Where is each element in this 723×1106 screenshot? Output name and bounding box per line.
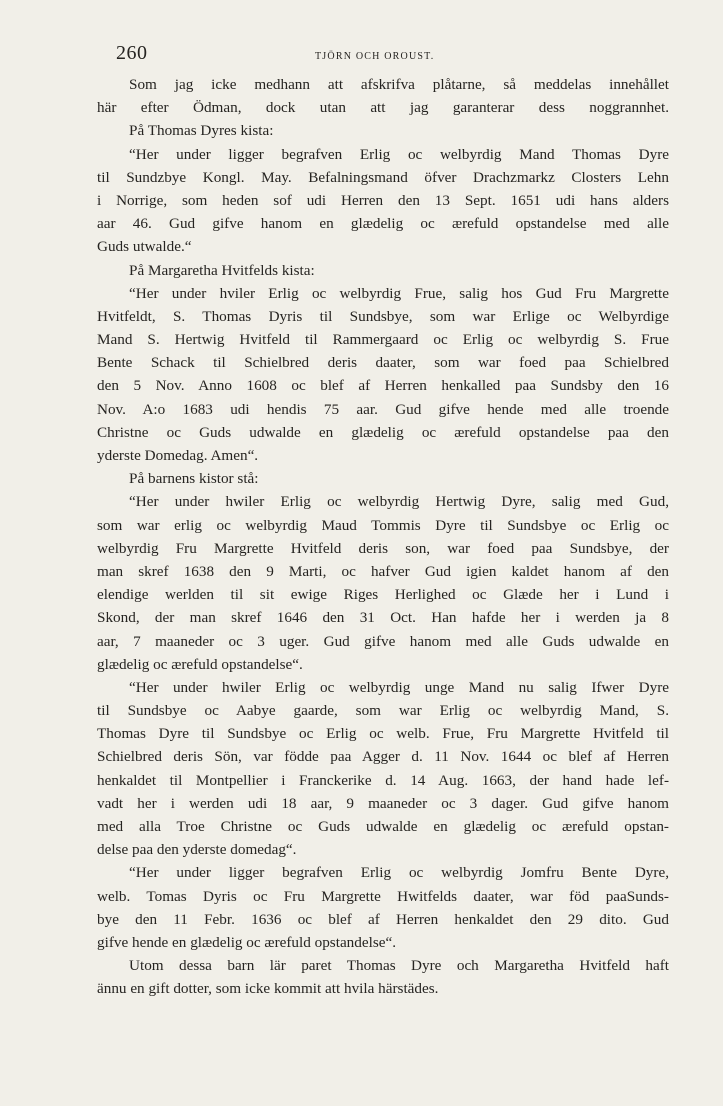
text-line: På barnens kistor stå: (129, 470, 259, 488)
body-text (97, 73, 669, 1001)
text-line: henkaldet til Montpellier i Franckerike d. 14 Aug. 1663, der hand hade lef- (97, 771, 669, 789)
text-line: vadt her i werden udi 18 aar, 9 maaneder oc 3 dager. Gud gifve hanom (97, 794, 669, 812)
page-header (116, 42, 668, 68)
page-number: 260 (116, 42, 148, 64)
text-line: Christne oc Guds udwalde en glædelig oc ærefuld opstandelse paa den (97, 423, 669, 441)
text-line: yderste Domedag. Amen“. (97, 447, 259, 464)
text-line: i Norrige, som heden sof udi Herren den 13 Sept. 1651 udi hans alders (97, 191, 669, 209)
text-line: man skref 1638 den 9 Marti, oc hafver Gud igien kaldet hanom af den (97, 562, 669, 580)
text-line: gifve hende en glædelig oc ærefuld opstandelse“. (97, 933, 397, 951)
text-line: delse paa den yderste domedag“. (97, 841, 297, 859)
text-line: “Her under ligger begrafven Erlig oc welbyrdig Jomfru Bente Dyre, (129, 864, 669, 882)
running-head: TJÖRN OCH OROUST. (315, 51, 435, 62)
text-line: “Her under hwiler Erlig oc welbyrdig unge Mand nu salig Ifwer Dyre (129, 678, 669, 696)
text-line: welbyrdig Fru Margrette Hvitfeld deris son, war foed paa Sundsbye, der (97, 539, 669, 557)
text-line: til Sundsbye oc Aabye gaarde, som war Erlig oc welbyrdig Mand, S. (97, 702, 669, 720)
text-line: Bente Schack til Schielbred deris daater, som war foed paa Schielbred (97, 354, 669, 372)
text-line: Guds utwalde.“ (97, 238, 192, 256)
text-line: til Sundzbye Kongl. May. Befalningsmand öfver Drachzmarkz Closters Lehn (97, 168, 669, 186)
text-line: aar, 7 maaneder oc 3 uger. Gud gifve hanom med alle Guds udwalde en (97, 632, 669, 650)
text-line: glædelig oc ærefuld opstandelse“. (97, 655, 303, 673)
text-line: Thomas Dyre til Sundsbye oc Erlig oc welb. Frue, Fru Margrette Hvitfeld til (97, 725, 669, 743)
text-line: welb. Tomas Dyris oc Fru Margrette Hwitfelds daater, war föd paaSunds- (97, 887, 669, 905)
text-line: bye den 11 Febr. 1636 oc blef af Herren henkaldet den 29 dito. Gud (97, 910, 669, 928)
text-line: Som jag icke medhann att afskrifva plåtarne, så meddelas innehållet (129, 76, 669, 93)
text-line: “Her under hviler Erlig oc welbyrdig Frue, salig hos Gud Fru Margrette (129, 284, 669, 302)
text-line: På Thomas Dyres kista: (129, 122, 274, 140)
text-line: med alla Troe Christne oc Guds udwalde en glædelig oc ærefuld opstan- (97, 818, 669, 835)
text-line: som war erlig oc welbyrdig Maud Tommis Dyre til Sundsbye oc Erlig oc (97, 516, 669, 534)
text-line: här efter Ödman, dock utan att jag garanterar dess noggrannhet. (97, 99, 669, 117)
text-line: Skond, der man skref 1646 den 31 Oct. Han hafde her i werden ja 8 (97, 609, 669, 627)
text-line: aar 46. Gud gifve hanom en glædelig oc ærefuld opstandelse med alle (97, 215, 669, 233)
text-line: Hvitfeldt, S. Thomas Dyris til Sundsbye, som war Erlige oc Welbyrdige (97, 307, 669, 325)
text-line: Utom dessa barn lär paret Thomas Dyre och Margaretha Hvitfeld haft (129, 957, 669, 975)
text-line: “Her under ligger begrafven Erlig oc welbyrdig Mand Thomas Dyre (129, 145, 669, 163)
text-line: elendige werlden til sit ewige Riges Herlighed oc Glæde her i Lund i (97, 586, 669, 604)
text-line: Nov. A:o 1683 udi hendis 75 aar. Gud gifve hende med alle troende (97, 400, 669, 418)
text-line: Schielbred deris Sön, var födde paa Agger d. 11 Nov. 1644 oc blef af Herren (97, 748, 669, 766)
text-line: ännu en gift dotter, som icke kommit att hvila härstädes. (97, 980, 439, 998)
text-line: Mand S. Hertwig Hvitfeld til Rammergaard oc Erlig oc welbyrdig S. Frue (97, 331, 669, 349)
text-line: På Margaretha Hvitfelds kista: (129, 261, 315, 279)
text-line: den 5 Nov. Anno 1608 oc blef af Herren henkalled paa Sundsby den 16 (97, 377, 669, 395)
text-line: “Her under hwiler Erlig oc welbyrdig Hertwig Dyre, salig med Gud, (129, 493, 669, 511)
